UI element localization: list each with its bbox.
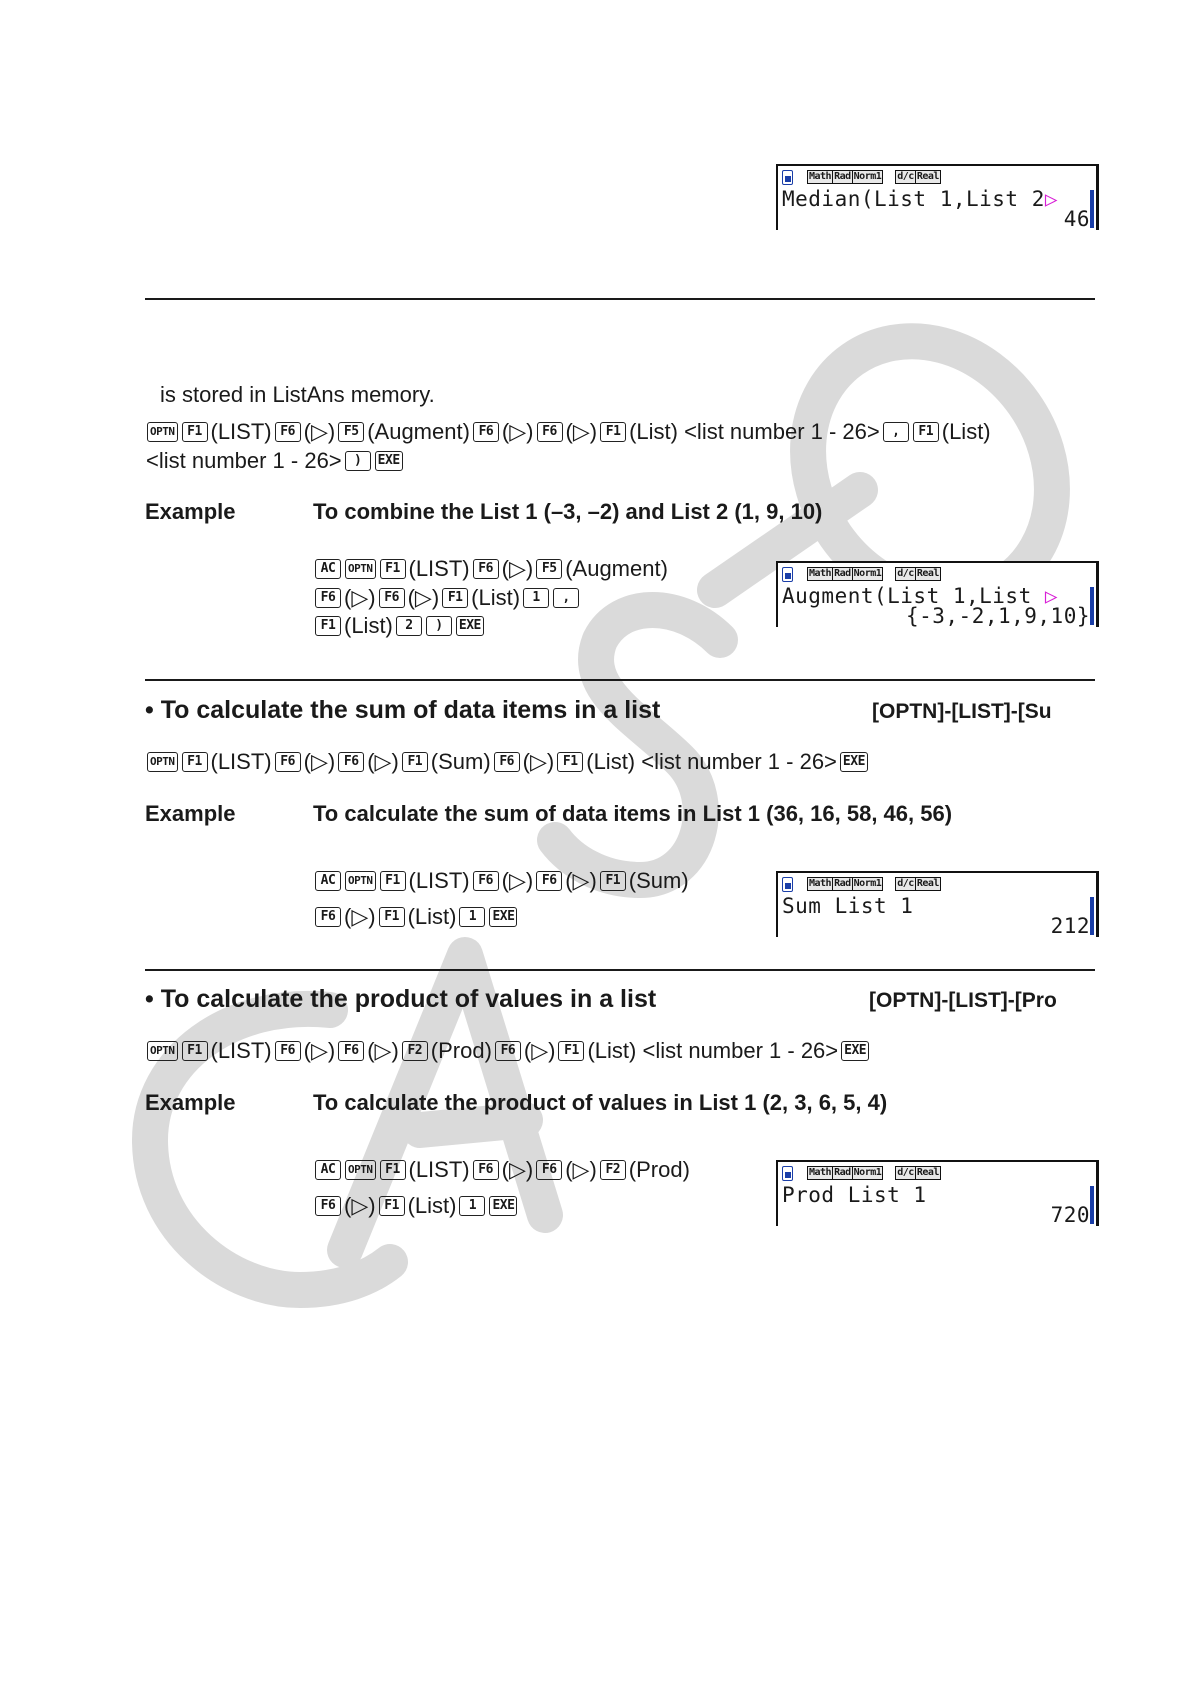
section-divider — [145, 298, 1095, 300]
indicator-dc: d/c — [897, 1167, 914, 1178]
section-divider — [145, 969, 1095, 971]
prod-step-2 — [313, 1192, 519, 1220]
key-label: (▷) — [344, 904, 376, 929]
key-label: (LIST) — [408, 868, 470, 893]
status-bar — [782, 1166, 941, 1180]
sum-step-1 — [313, 867, 690, 895]
battery-icon — [782, 567, 793, 582]
augment-calc-screen — [776, 561, 1099, 627]
augment-key-line-1 — [145, 418, 992, 446]
key--icon: ) — [426, 616, 452, 636]
indicator-rad: Rad — [834, 171, 851, 182]
key-f6-icon: F6 — [536, 871, 562, 891]
key-f6-icon: F6 — [315, 907, 341, 927]
key-label: (▷) — [303, 1038, 336, 1063]
indicator-norm: Norm1 — [853, 878, 882, 889]
key-label: <list number 1 - 26> — [146, 448, 342, 473]
indicator-real: Real — [916, 171, 939, 182]
key-ac-icon: AC — [315, 1160, 341, 1180]
screen-line-1: Median(List 1,List 2▷ — [782, 187, 1059, 211]
example-text: To calculate the sum of data items in List 1 (36, 16, 58, 46, 56) — [313, 801, 953, 826]
augment-step-2 — [313, 584, 581, 612]
example-label: Example — [145, 801, 236, 826]
indicator-math: Math — [809, 878, 832, 889]
key-label: (▷) — [501, 556, 534, 581]
key-f6-icon: F6 — [338, 1041, 364, 1061]
key-label: (List) <list number 1 - 26> — [629, 419, 880, 444]
key-f6-icon: F6 — [275, 1041, 301, 1061]
battery-icon — [782, 1166, 793, 1181]
key-f5-icon: F5 — [536, 559, 562, 579]
median-calc-screen — [776, 164, 1099, 230]
key-label: (▷) — [565, 1157, 597, 1182]
key-f6-icon: F6 — [473, 1160, 499, 1180]
key-f6-icon: F6 — [275, 752, 301, 772]
key-f5-icon: F5 — [338, 422, 364, 442]
key-1-icon: 1 — [459, 1196, 485, 1216]
example-text: To combine the List 1 (–3, –2) and List 2 (1, 9, 10) — [313, 499, 823, 524]
key-optn-icon: OPTN — [147, 422, 178, 442]
key-f1-icon: F1 — [600, 422, 626, 442]
key-label: (LIST) — [408, 556, 470, 581]
prod-heading: • To calculate the product of values in a list — [145, 985, 657, 1013]
key-f6-icon: F6 — [275, 422, 301, 442]
prod-key-line — [145, 1037, 871, 1065]
key-f1-icon: F1 — [600, 871, 626, 891]
indicator-norm: Norm1 — [853, 1167, 882, 1178]
key-f1-icon: F1 — [380, 1160, 406, 1180]
key-f6-icon: F6 — [473, 871, 499, 891]
indicator-math: Math — [809, 568, 832, 579]
key-label: (▷) — [303, 749, 336, 774]
key-f1-icon: F1 — [402, 752, 428, 772]
key-label: (List) <list number 1 - 26> — [587, 1038, 839, 1063]
indicator-rad: Rad — [834, 878, 851, 889]
battery-icon — [782, 170, 793, 185]
key-label: (List) — [471, 585, 521, 610]
sum-menu-path: [OPTN]-[LIST]-[Su — [872, 700, 1052, 723]
key-f1-icon: F1 — [182, 422, 208, 442]
indicator-real: Real — [916, 878, 939, 889]
key-f1-icon: F1 — [315, 616, 341, 636]
key-f1-icon: F1 — [380, 559, 406, 579]
key-f6-icon: F6 — [473, 559, 499, 579]
example-text: To calculate the product of values in List 1 (2, 3, 6, 5, 4) — [313, 1090, 888, 1115]
example-label: Example — [145, 1090, 236, 1115]
key-f1-icon: F1 — [557, 752, 583, 772]
key--icon: ) — [345, 451, 371, 471]
key-label: (▷) — [522, 749, 555, 774]
scroll-arrow-icon: ▷ — [1044, 584, 1059, 608]
key-f2-icon: F2 — [600, 1160, 626, 1180]
indicator-math: Math — [809, 1167, 832, 1178]
status-bar — [782, 877, 941, 891]
augment-key-line-2 — [145, 447, 405, 475]
key-label: (▷) — [501, 419, 534, 444]
key-exe-icon: EXE — [841, 1041, 869, 1061]
key-label: (List) — [344, 613, 393, 638]
screen-cursor — [1090, 1186, 1094, 1224]
key-f1-icon: F1 — [558, 1041, 584, 1061]
key-f6-icon: F6 — [315, 588, 341, 608]
screen-line-2: 46 — [1063, 207, 1090, 231]
key-exe-icon: EXE — [489, 1196, 517, 1216]
screen-line-2: {-3,-2,1,9,10} — [905, 604, 1090, 628]
indicator-rad: Rad — [834, 1167, 851, 1178]
key-optn-icon: OPTN — [147, 1041, 178, 1061]
key-label: (▷) — [367, 749, 399, 774]
key-label: (▷) — [565, 868, 597, 893]
key-ac-icon: AC — [315, 871, 341, 891]
key-label: (▷) — [367, 1038, 399, 1063]
key-1-icon: 1 — [523, 588, 549, 608]
sum-heading: • To calculate the sum of data items in a list — [145, 696, 661, 724]
key-2-icon: 2 — [396, 616, 422, 636]
key-f6-icon: F6 — [473, 422, 499, 442]
key-exe-icon: EXE — [375, 451, 403, 471]
sum-step-2 — [313, 903, 519, 931]
status-bar — [782, 170, 941, 184]
key-f6-icon: F6 — [315, 1196, 341, 1216]
key-f1-icon: F1 — [182, 752, 208, 772]
intro-text: is stored in ListAns memory. — [160, 382, 435, 407]
key-label: (List) — [407, 1193, 457, 1218]
indicator-dc: d/c — [897, 171, 914, 182]
key-f1-icon: F1 — [380, 871, 406, 891]
indicator-math: Math — [809, 171, 832, 182]
screen-cursor — [1090, 897, 1094, 935]
key-f6-icon: F6 — [537, 422, 563, 442]
sum-calc-screen — [776, 871, 1099, 937]
key-label: (▷) — [501, 1157, 534, 1182]
screen-line-1: Augment(List 1,List ▷ — [782, 584, 1059, 608]
screen-line-1: Sum List 1 — [782, 894, 914, 918]
key-label: (List) — [407, 904, 457, 929]
key-exe-icon: EXE — [489, 907, 517, 927]
key-f6-icon: F6 — [338, 752, 364, 772]
key-label: (LIST) — [408, 1157, 470, 1182]
prod-calc-screen — [776, 1160, 1099, 1226]
key-label: (▷) — [344, 585, 376, 610]
key-label: (▷) — [565, 419, 598, 444]
key-label: (LIST) — [210, 1038, 272, 1063]
screen-line-1: Prod List 1 — [782, 1183, 927, 1207]
key-f2-icon: F2 — [402, 1041, 428, 1061]
key-label: (List) — [941, 419, 991, 444]
screen-line-2: 720 — [1050, 1203, 1090, 1227]
status-bar — [782, 567, 941, 581]
key-label: (Prod) — [430, 1038, 492, 1063]
indicator-dc: d/c — [897, 878, 914, 889]
indicator-norm: Norm1 — [853, 171, 882, 182]
augment-step-1 — [313, 555, 669, 583]
sum-key-line — [145, 748, 870, 776]
key-1-icon: 1 — [459, 907, 485, 927]
key--icon: , — [553, 588, 579, 608]
key-label: (▷) — [344, 1193, 376, 1218]
example-label: Example — [145, 499, 236, 524]
key-label: (Sum) — [430, 749, 491, 774]
key-optn-icon: OPTN — [345, 1160, 376, 1180]
indicator-dc: d/c — [897, 568, 914, 579]
key-exe-icon: EXE — [840, 752, 868, 772]
prod-menu-path: [OPTN]-[LIST]-[Pro — [869, 989, 1057, 1012]
key-ac-icon: AC — [315, 559, 341, 579]
key-exe-icon: EXE — [456, 616, 484, 636]
key-optn-icon: OPTN — [345, 559, 376, 579]
key-label: (▷) — [523, 1038, 556, 1063]
key-optn-icon: OPTN — [147, 752, 178, 772]
key-f1-icon: F1 — [379, 1196, 405, 1216]
prod-step-1 — [313, 1156, 691, 1184]
key--icon: , — [883, 422, 909, 442]
key-label: (Augment) — [367, 419, 470, 444]
key-f6-icon: F6 — [536, 1160, 562, 1180]
scroll-arrow-icon: ▷ — [1044, 187, 1059, 211]
key-f1-icon: F1 — [182, 1041, 208, 1061]
key-optn-icon: OPTN — [345, 871, 376, 891]
key-label: (Augment) — [565, 556, 668, 581]
key-f6-icon: F6 — [494, 752, 520, 772]
screen-cursor — [1090, 190, 1094, 228]
key-label: (LIST) — [210, 749, 272, 774]
indicator-real: Real — [916, 1167, 939, 1178]
key-f1-icon: F1 — [913, 422, 939, 442]
section-divider — [145, 679, 1095, 681]
key-label: (Prod) — [628, 1157, 690, 1182]
screen-cursor — [1090, 587, 1094, 625]
augment-step-3 — [313, 612, 486, 640]
battery-icon — [782, 877, 793, 892]
indicator-real: Real — [916, 568, 939, 579]
indicator-norm: Norm1 — [853, 568, 882, 579]
screen-line-2: 212 — [1050, 914, 1090, 938]
key-label: (▷) — [501, 868, 534, 893]
key-f1-icon: F1 — [442, 588, 468, 608]
key-label: (LIST) — [210, 419, 272, 444]
key-label: (▷) — [303, 419, 336, 444]
key-label: (▷) — [407, 585, 440, 610]
key-f6-icon: F6 — [495, 1041, 521, 1061]
key-f1-icon: F1 — [379, 907, 405, 927]
key-f6-icon: F6 — [379, 588, 405, 608]
key-label: (List) <list number 1 - 26> — [586, 749, 837, 774]
key-label: (Sum) — [628, 868, 689, 893]
indicator-rad: Rad — [834, 568, 851, 579]
